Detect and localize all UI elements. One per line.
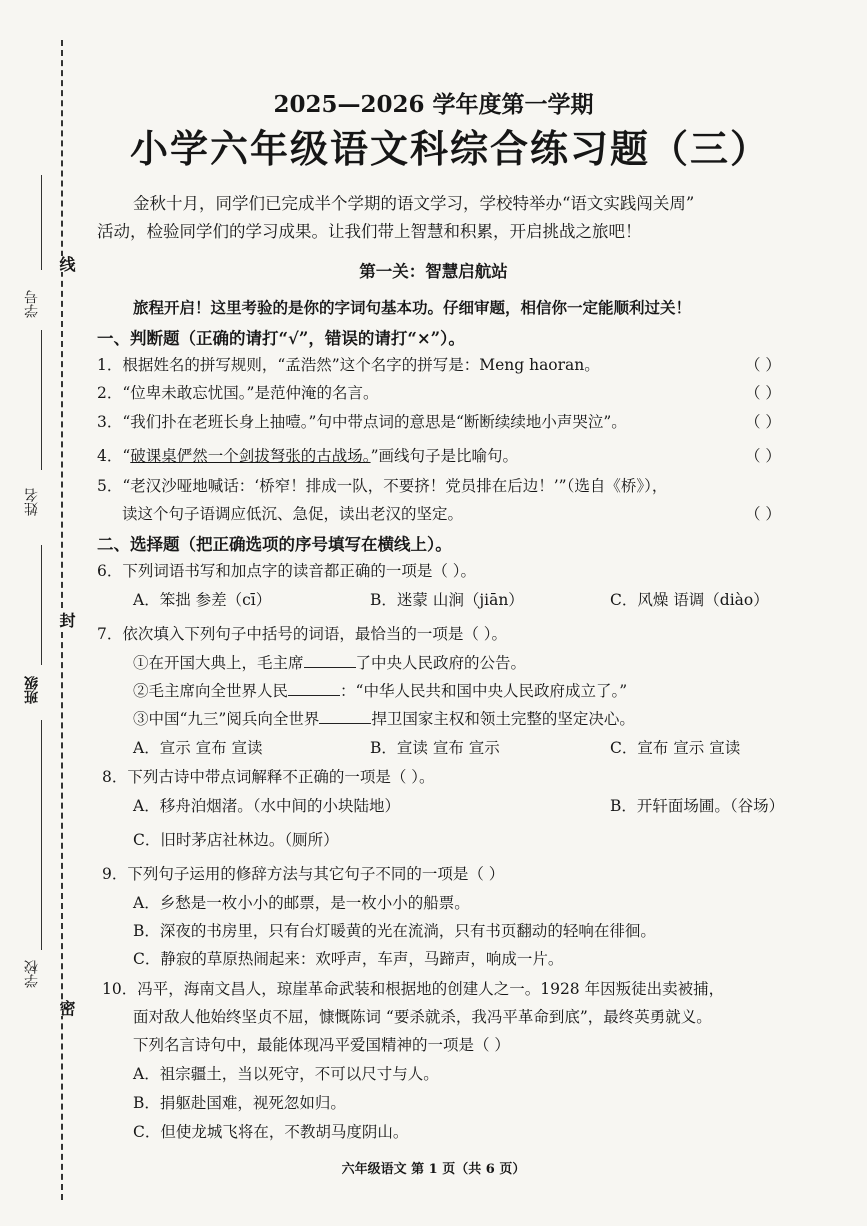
intro-line-1: 金秋十月，同学们已完成半个学期的语文学习，学校特举办“语文实践闯关周” — [133, 194, 695, 213]
q7-s1-blank[interactable] — [304, 652, 356, 669]
q3-answer-paren[interactable]: （ ） — [745, 413, 781, 431]
q9-stem: 9．下列句子运用的修辞方法与其它句子不同的一项是（ ） — [102, 865, 505, 883]
q6-option-a[interactable]: A．笨拙 参差（cī） — [133, 591, 272, 609]
part2-heading: 二、选择题（把正确选项的序号填写在横线上）。 — [97, 535, 452, 554]
q7-s3-pre: ③中国“九三”阅兵向全世界 — [133, 710, 320, 728]
q7-option-a[interactable]: A．宣示 宣布 宣读 — [133, 739, 263, 757]
school-rule[interactable] — [41, 720, 42, 950]
q7-s1-pre: ①在开国大典上，毛主席 — [133, 654, 304, 672]
intro-line-2: 活动，检验同学们的学习成果。让我们带上智慧和积累，开启挑战之旅吧！ — [97, 222, 642, 241]
binding-mark-xian: 线 — [57, 256, 76, 272]
q5-text-line-2: 读这个句子语调应低沉、急促，读出老汉的坚定。 — [122, 505, 464, 523]
q7-stem: 7．依次填入下列句子中括号的词语，最恰当的一项是（ ）。 — [97, 625, 508, 643]
student-id-rule[interactable] — [41, 175, 42, 270]
q6-option-b[interactable]: B．迷蒙 山涧（jiān） — [370, 591, 524, 609]
q7-sentence-1 — [133, 651, 526, 673]
q4-suffix: ”画线句子是比喻句。 — [370, 447, 518, 465]
q7-s3-post: 捍卫国家主权和领土完整的坚定决心。 — [371, 710, 635, 728]
q2-answer-paren[interactable]: （ ） — [745, 384, 781, 402]
name-rule[interactable] — [41, 330, 42, 470]
q8-option-a[interactable]: A．移舟泊烟渚。（水中间的小块陆地） — [133, 797, 400, 815]
binding-mark-mi: 密 — [57, 1000, 76, 1016]
level-subtitle: 旅程开启！这里考验的是你的字词句基本功。仔细审题，相信你一定能顺利过关！ — [133, 298, 692, 317]
school-label: 学校 — [24, 960, 40, 988]
q7-s2-blank[interactable] — [288, 680, 340, 697]
q7-sentence-3 — [133, 707, 635, 729]
q7-s2-post: ：“中华人民共和国中央人民政府成立了。” — [340, 682, 628, 700]
binding-mark-feng: 封 — [57, 612, 76, 628]
q10-line-1: 10．冯平，海南文昌人，琼崖革命武装和根据地的创建人之一。1928 年因叛徒出卖被捕， — [102, 980, 725, 998]
q8-option-b[interactable]: B．开轩面场圃。（谷场） — [610, 797, 785, 815]
name-label: 姓名 — [24, 488, 40, 516]
student-id-label: 学号 — [24, 290, 40, 318]
q7-s2-pre: ②毛主席向全世界人民 — [133, 682, 289, 700]
q10-option-b[interactable]: B．捐躯赴国难，视死忽如归。 — [133, 1094, 346, 1112]
q4-answer-paren[interactable]: （ ） — [745, 447, 781, 465]
q10-option-a[interactable]: A．祖宗疆土，当以死守，不可以尺寸与人。 — [133, 1065, 439, 1083]
q8-option-c[interactable]: C．旧时茅店社林边。（厕所） — [133, 831, 339, 849]
q10-option-c[interactable]: C．但使龙城飞将在，不教胡马度阴山。 — [133, 1123, 409, 1141]
level-title: 第一关：智慧启航站 — [359, 262, 508, 281]
school-year: 2025—2026 学年度第一学期 — [273, 91, 594, 118]
part1-heading: 一、判断题（正确的请打“√”，错误的请打“×”）。 — [97, 329, 465, 348]
q1-text: 1．根据姓名的拼写规则，“孟浩然”这个名字的拼写是：Meng haoran。 — [97, 356, 600, 374]
class-label: 班级 — [24, 676, 40, 704]
page-footer: 六年级语文 第 1 页（共 6 页） — [341, 1162, 526, 1177]
class-rule[interactable] — [41, 545, 42, 665]
q1-answer-paren[interactable]: （ ） — [745, 356, 781, 374]
q10-line-2: 面对敌人他始终坚贞不屈，慷慨陈词 “要杀就杀，我冯平革命到底”，最终英勇就义。 — [133, 1008, 712, 1026]
q9-option-b[interactable]: B．深夜的书房里，只有台灯暖黄的光在流淌，只有书页翻动的轻响在徘徊。 — [133, 922, 656, 940]
q8-stem: 8．下列古诗中带点词解释不正确的一项是（ ）。 — [102, 768, 435, 786]
q2-text: 2．“位卑未敢忘忧国。”是范仲淹的名言。 — [97, 384, 379, 402]
q5-answer-paren[interactable]: （ ） — [745, 505, 781, 523]
q6-stem: 6．下列词语书写和加点字的读音都正确的一项是（ ）。 — [97, 562, 477, 580]
q7-option-b[interactable]: B．宣读 宣布 宣示 — [370, 739, 500, 757]
q4-underlined-sentence: 破课桌俨然一个剑拔弩张的古战场。 — [130, 447, 371, 465]
q9-option-a[interactable]: A．乡愁是一枚小小的邮票，是一枚小小的船票。 — [133, 894, 470, 912]
q6-option-c[interactable]: C．风燥 语调（diào） — [610, 591, 769, 609]
q3-text: 3．“我们扑在老班长身上抽噎。”句中带点词的意思是“断断续续地小声哭泣”。 — [97, 413, 627, 431]
q7-s1-post: 了中央人民政府的公告。 — [355, 654, 527, 672]
q5-text-line-1: 5．“老汉沙哑地喊话：‘桥窄！排成一队，不要挤！党员排在后边！’”（选自《桥》）， — [97, 477, 668, 495]
q7-option-c[interactable]: C．宣布 宣示 宣读 — [610, 739, 741, 757]
q7-s3-blank[interactable] — [319, 708, 371, 725]
q10-line-3: 下列名言诗句中，最能体现冯平爱国精神的一项是（ ） — [133, 1036, 510, 1054]
q4-text — [97, 444, 518, 466]
q4-prefix: 4．“ — [97, 447, 131, 465]
exam-title: 小学六年级语文科综合练习题（三） — [129, 126, 770, 171]
q9-option-c[interactable]: C．静寂的草原热闹起来：欢呼声，车声，马蹄声，响成一片。 — [133, 950, 564, 968]
q7-sentence-2 — [133, 679, 627, 701]
